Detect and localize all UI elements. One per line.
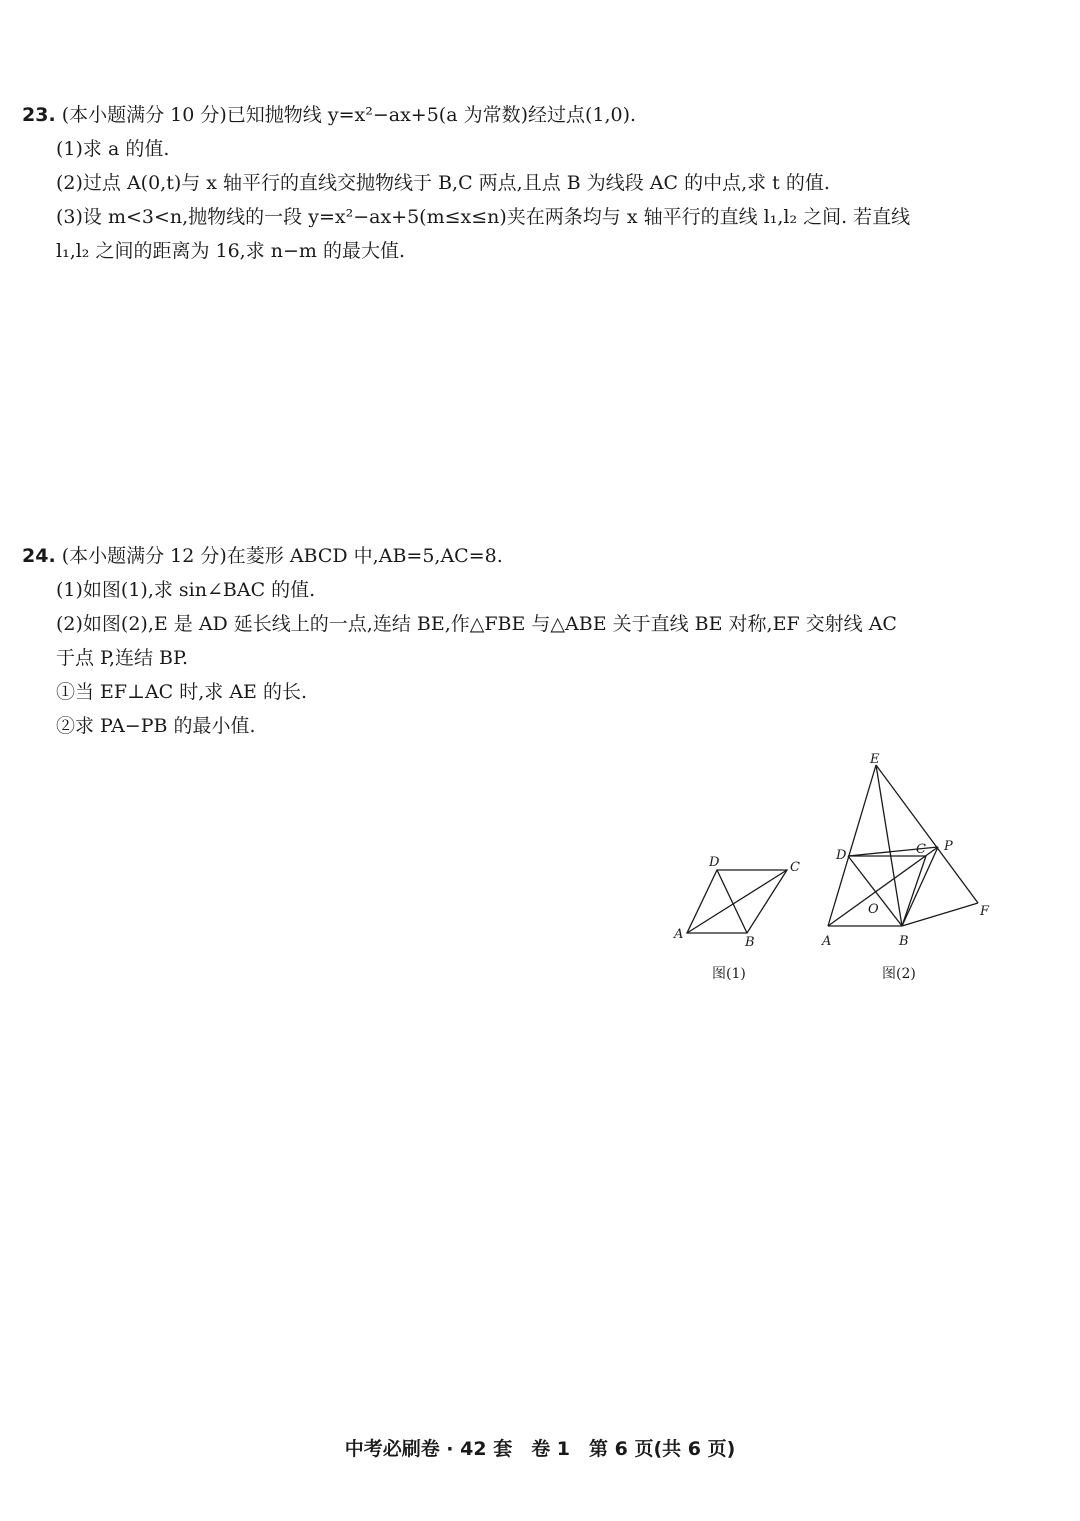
fig1-label-c: C — [790, 860, 800, 875]
figure-1-diagram — [687, 870, 787, 933]
fig2-caption: 图(2) — [882, 966, 916, 982]
fig1-caption: 图(1) — [712, 966, 746, 982]
fig2-label-o: O — [868, 902, 879, 917]
q24-line-1 — [22, 539, 897, 573]
fig2-label-f: F — [980, 904, 990, 919]
q24-part-1: (1)如图(1),求 sin∠BAC 的值. — [56, 579, 316, 601]
geometry-figures — [660, 745, 1020, 995]
page-footer: 中考必刷卷 · 42 套 卷 1 第 6 页(共 6 页) — [344, 1438, 736, 1460]
diagonal-bd — [717, 870, 747, 933]
q24-sub-1: ①当 EF⊥AC 时,求 AE 的长. — [56, 681, 308, 703]
fig1-label-d: D — [709, 855, 720, 870]
figure-2-diagram — [828, 765, 978, 926]
q24-sub-2: ②求 PA−PB 的最小值. — [56, 715, 256, 737]
q23-part-1: (1)求 a 的值. — [56, 138, 170, 160]
fig2-label-a: A — [822, 934, 832, 949]
line-be — [876, 765, 902, 926]
fig2-label-d: D — [836, 848, 847, 863]
fig2-label-c: C — [916, 842, 926, 857]
line-bp — [902, 847, 938, 926]
q24-number: 24. — [22, 545, 56, 567]
fig2-label-e: E — [870, 752, 880, 767]
q24-part-2: (2)如图(2),E 是 AD 延长线上的一点,连结 BE,作△FBE 与△ABE 关于直线 BE 对称,EF 交射线 AC — [56, 613, 897, 635]
q23-part-3: (3)设 m<3<n,抛物线的一段 y=x²−ax+5(m≤x≤n)夹在两条均与 x 轴平行的直线 l₁,l₂ 之间. 若直线 — [56, 206, 911, 228]
fig1-label-b: B — [745, 935, 755, 950]
fig1-label-a: A — [674, 927, 684, 942]
q24-stem: (本小题满分 12 分)在菱形 ABCD 中,AB=5,AC=8. — [61, 545, 503, 567]
question-24 — [22, 539, 897, 743]
question-23 — [22, 98, 910, 268]
figures — [660, 745, 1020, 995]
fig2-label-p: P — [944, 839, 953, 854]
line-ef — [876, 765, 978, 903]
line-bc — [902, 856, 926, 926]
q23-line-1 — [22, 98, 910, 132]
q24-part-2-cont: 于点 P,连结 BP. — [56, 647, 188, 669]
q23-part-3-cont: l₁,l₂ 之间的距离为 16,求 n−m 的最大值. — [56, 240, 406, 262]
q23-part-2: (2)过点 A(0,t)与 x 轴平行的直线交抛物线于 B,C 两点,且点 B 为线段 AC 的中点,求 t 的值. — [56, 172, 830, 194]
q23-stem: (本小题满分 10 分)已知抛物线 y=x²−ax+5(a 为常数)经过点(1,0). — [61, 104, 637, 126]
fig2-label-b: B — [899, 934, 909, 949]
q23-number: 23. — [22, 104, 56, 126]
line-bf — [902, 903, 978, 926]
